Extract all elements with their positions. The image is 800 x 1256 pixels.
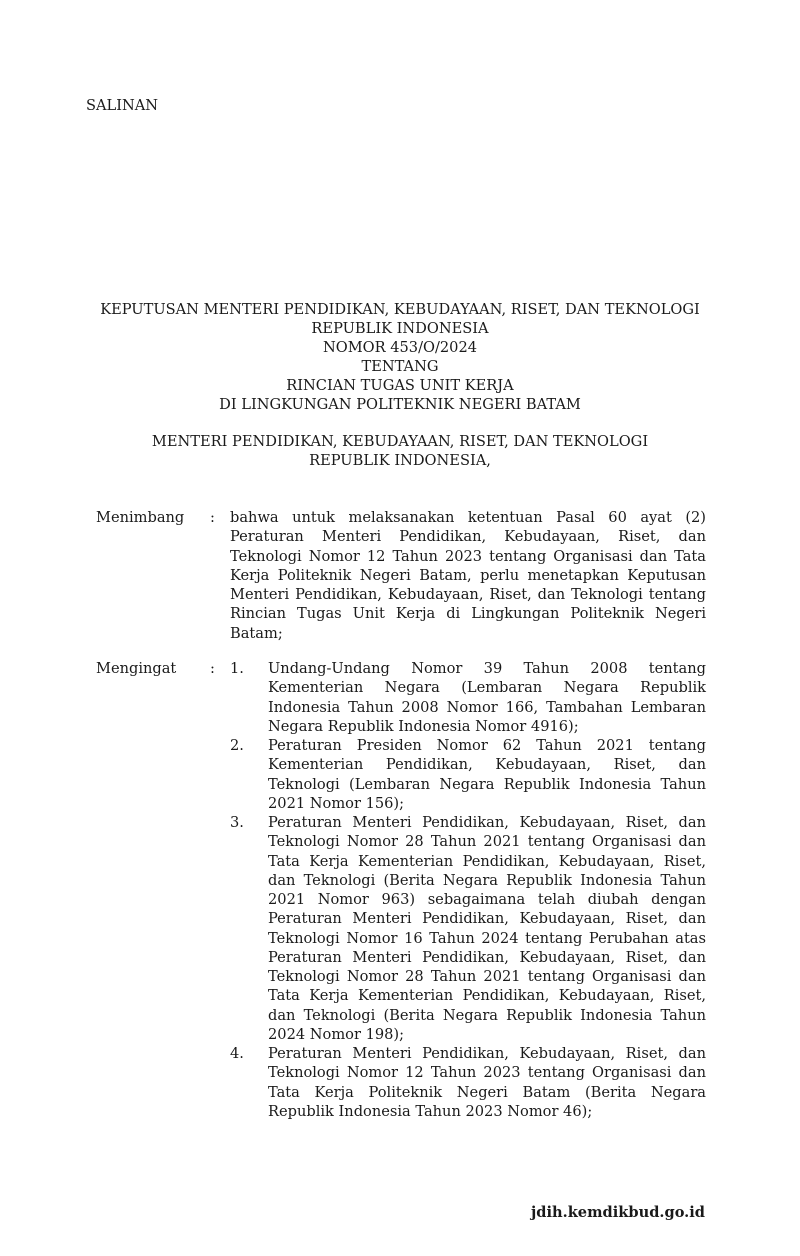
minister-heading — [80, 432, 720, 470]
menimbang-label: Menimbang — [96, 509, 185, 526]
decree-number: NOMOR 453/O/2024 — [322, 339, 478, 356]
mengingat-item-text: Peraturan Menteri Pendidikan, Kebudayaan, Riset, dan Teknologi Nomor 28 Tahun 2021 tentang Organisasi dan Tata Kerja Kementerian Pendidikan, Kebudayaan, Riset, dan Teknologi (Berita Negara Republik Indonesia Tahun 2021 Nomor 963) sebagaimana telah diubah dengan Peraturan Menteri Pendidikan, Kebudayaan, Riset, dan Teknologi Nomor 16 Tahun 2024 tentang Perubahan atas Peraturan Menteri Pendidikan, Kebudayaan, Riset, dan Teknologi Nomor 28 Tahun 2021 tentang Organisasi dan Tata Kerja Kementerian Pendidikan, Kebudayaan, Riset, dan Teknologi (Berita Negara Republik Indonesia Tahun 2024 Nomor 198); — [268, 814, 706, 1043]
mengingat-colon: : — [210, 660, 215, 677]
mengingat-item — [230, 659, 706, 736]
jdih-website-link[interactable]: jdih.kemdikbud.go.id — [530, 1204, 705, 1221]
decree-title-line: KEPUTUSAN MENTERI PENDIDIKAN, KEBUDAYAAN, RISET, DAN TEKNOLOGI — [100, 301, 700, 318]
mengingat-item-number: 4. — [230, 1045, 244, 1062]
mengingat-item — [230, 736, 706, 813]
minister-heading-line: MENTERI PENDIDIKAN, KEBUDAYAAN, RISET, DAN TEKNOLOGI — [151, 433, 649, 450]
mengingat-item-number: 1. — [230, 660, 244, 677]
decree-subject-line: DI LINGKUNGAN POLITEKNIK NEGERI BATAM — [219, 396, 581, 413]
menimbang-colon: : — [210, 509, 215, 526]
mengingat-item-text: Peraturan Presiden Nomor 62 Tahun 2021 tentang Kementerian Pendidikan, Kebudayaan, Riset, dan Teknologi (Lembaran Negara Republik Indonesia Tahun 2021 Nomor 156); — [268, 737, 706, 812]
salinan-label: SALINAN — [86, 97, 159, 114]
mengingat-label: Mengingat — [96, 660, 177, 677]
mengingat-item — [230, 1044, 706, 1121]
mengingat-item-text: Peraturan Menteri Pendidikan, Kebudayaan, Riset, dan Teknologi Nomor 12 Tahun 2023 tentang Organisasi dan Tata Kerja Politeknik Negeri Batam (Berita Negara Republik Indonesia Tahun 2023 Nomor 46); — [268, 1045, 706, 1120]
mengingat-item-number: 3. — [230, 814, 244, 831]
mengingat-list — [230, 659, 706, 1121]
mengingat-item — [230, 813, 706, 1044]
mengingat-item-text: Undang-Undang Nomor 39 Tahun 2008 tentang Kementerian Negara (Lembaran Negara Republik Indonesia Tahun 2008 Nomor 166, Tambahan Lembaran Negara Republik Indonesia Nomor 4916); — [268, 660, 706, 735]
decree-title-line: TENTANG — [361, 358, 439, 375]
menimbang-text: bahwa untuk melaksanakan ketentuan Pasal 60 ayat (2) Peraturan Menteri Pendidikan, Kebudayaan, Riset, dan Teknologi Nomor 12 Tahun 2023 tentang Organisasi dan Tata Kerja Politeknik Negeri Batam, perlu menetapkan Keputusan Menteri Pendidikan, Kebudayaan, Riset, dan Teknologi tentang Rincian Tugas Unit Kerja di Lingkungan Politeknik Negeri Batam; — [230, 509, 706, 642]
decree-subject-line: RINCIAN TUGAS UNIT KERJA — [286, 377, 514, 394]
decree-title — [80, 300, 720, 414]
decree-title-line: REPUBLIK INDONESIA — [311, 320, 489, 337]
minister-heading-line: REPUBLIK INDONESIA, — [309, 452, 491, 469]
mengingat-item-number: 2. — [230, 737, 244, 754]
